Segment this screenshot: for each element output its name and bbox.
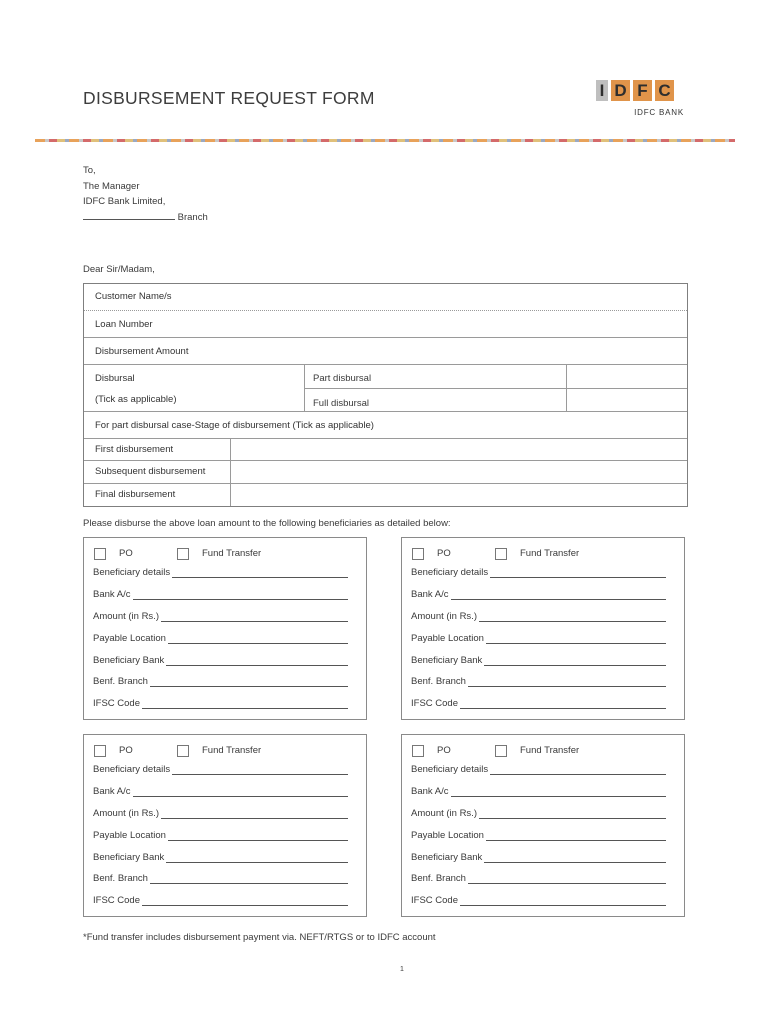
beneficiary-field	[93, 764, 348, 775]
beneficiary-field-label: Bank A/c	[93, 786, 131, 797]
po-checkbox[interactable]	[94, 548, 106, 560]
beneficiary-field-label: Beneficiary details	[411, 764, 489, 775]
address-line-manager: The Manager	[83, 180, 140, 192]
beneficiary-field-input[interactable]	[161, 613, 348, 622]
stage-row-subsequent[interactable]	[84, 461, 687, 484]
beneficiary-field-input[interactable]	[172, 766, 348, 775]
po-checkbox[interactable]	[412, 548, 424, 560]
beneficiary-box	[401, 537, 685, 720]
beneficiary-field-label: Amount (in Rs.)	[411, 611, 477, 622]
fund-transfer-label: Fund Transfer	[202, 548, 262, 559]
stage-row-final[interactable]	[84, 484, 687, 506]
branch-label: Branch	[177, 211, 208, 223]
beneficiary-field	[411, 873, 666, 884]
logo-subtitle: IDFC BANK	[634, 108, 684, 117]
beneficiary-field-label: Bank A/c	[411, 589, 449, 600]
fund-transfer-label: Fund Transfer	[520, 548, 580, 559]
po-label: PO	[119, 548, 133, 559]
address-line-bank: IDFC Bank Limited,	[83, 196, 166, 207]
disbursement-amount-label: Disbursement Amount	[95, 346, 189, 357]
beneficiary-field	[411, 808, 666, 819]
logo-letter-d: D	[611, 80, 630, 101]
beneficiary-field	[93, 852, 348, 863]
beneficiary-field-input[interactable]	[479, 810, 666, 819]
beneficiary-field-label: IFSC Code	[93, 698, 140, 709]
beneficiary-field-input[interactable]	[133, 591, 349, 600]
beneficiary-field	[411, 852, 666, 863]
full-disbursal-label: Full disbursal	[313, 398, 369, 409]
beneficiary-field-input[interactable]	[490, 766, 666, 775]
beneficiary-field	[93, 589, 348, 600]
beneficiary-field	[93, 698, 348, 709]
tick-as-applicable-label: (Tick as applicable)	[95, 394, 177, 405]
beneficiary-field-label: Bank A/c	[411, 786, 449, 797]
beneficiary-field-label: Bank A/c	[93, 589, 131, 600]
beneficiary-field-label: Beneficiary details	[411, 567, 489, 578]
beneficiary-field-label: Benf. Branch	[93, 873, 148, 884]
beneficiary-field-input[interactable]	[460, 897, 666, 906]
idfc-bank-logo	[596, 80, 688, 117]
beneficiary-field	[93, 633, 348, 644]
beneficiary-field-label: Amount (in Rs.)	[93, 611, 159, 622]
full-disbursal-tick-cell[interactable]	[567, 389, 687, 411]
address-block	[83, 163, 208, 225]
beneficiary-field	[93, 611, 348, 622]
beneficiary-field-label: Amount (in Rs.)	[411, 808, 477, 819]
fund-transfer-checkbox[interactable]	[495, 548, 507, 560]
beneficiary-field-label: IFSC Code	[411, 698, 458, 709]
beneficiary-field	[93, 895, 348, 906]
disbursement-amount-row[interactable]	[84, 338, 687, 365]
beneficiary-field-input[interactable]	[133, 788, 349, 797]
beneficiary-field-label: Benf. Branch	[411, 676, 466, 687]
part-disbursal-label: Part disbursal	[313, 373, 372, 384]
beneficiary-field-label: Beneficiary details	[93, 764, 171, 775]
beneficiary-field	[411, 786, 666, 797]
disbursal-type-row	[84, 365, 687, 412]
beneficiary-field-label: Payable Location	[411, 633, 484, 644]
beneficiary-field	[411, 895, 666, 906]
part-disbursal-tick-cell[interactable]	[567, 365, 687, 388]
beneficiary-field-input[interactable]	[451, 591, 667, 600]
stage-row-first[interactable]	[84, 439, 687, 461]
column-divider	[230, 484, 231, 506]
beneficiary-field	[93, 655, 348, 666]
beneficiary-field	[411, 764, 666, 775]
po-label: PO	[119, 745, 133, 756]
beneficiary-field	[411, 633, 666, 644]
customer-name-row[interactable]	[84, 284, 687, 311]
loan-number-row[interactable]	[84, 311, 687, 338]
beneficiary-field-label: Amount (in Rs.)	[93, 808, 159, 819]
beneficiary-intro: Please disburse the above loan amount to the following beneficiaries as detailed below:	[83, 518, 451, 529]
beneficiary-field	[93, 786, 348, 797]
beneficiary-field-input[interactable]	[166, 657, 348, 666]
beneficiary-field-label: Payable Location	[93, 830, 166, 841]
fund-transfer-label: Fund Transfer	[202, 745, 262, 756]
decorative-divider	[35, 139, 735, 142]
beneficiary-field-input[interactable]	[468, 875, 666, 884]
beneficiary-field-label: IFSC Code	[411, 895, 458, 906]
beneficiary-field	[93, 873, 348, 884]
beneficiary-field-input[interactable]	[479, 613, 666, 622]
beneficiary-field	[411, 611, 666, 622]
beneficiary-box	[401, 734, 685, 917]
beneficiary-field-input[interactable]	[468, 678, 666, 687]
po-label: PO	[437, 745, 451, 756]
beneficiary-field	[411, 567, 666, 578]
branch-blank-field[interactable]	[83, 211, 175, 220]
stage-heading	[95, 420, 374, 431]
beneficiary-field-label: Benf. Branch	[93, 676, 148, 687]
form-title: DISBURSEMENT REQUEST FORM	[83, 88, 375, 108]
beneficiary-box	[83, 537, 367, 720]
address-line-branch	[83, 210, 208, 226]
beneficiary-field-label: Payable Location	[411, 830, 484, 841]
beneficiary-field-input[interactable]	[142, 897, 348, 906]
beneficiary-box	[83, 734, 367, 917]
beneficiary-field-label: IFSC Code	[93, 895, 140, 906]
logo-letter-c: C	[655, 80, 674, 101]
salutation: Dear Sir/Madam,	[83, 264, 155, 275]
beneficiary-field-input[interactable]	[172, 569, 348, 578]
beneficiary-field	[93, 676, 348, 687]
fund-transfer-label: Fund Transfer	[520, 745, 580, 756]
stage-first-label: First disbursement	[95, 444, 174, 455]
customer-name-label: Customer Name/s	[95, 291, 172, 302]
beneficiary-field-input[interactable]	[486, 635, 666, 644]
beneficiary-field	[411, 676, 666, 687]
beneficiary-field-input[interactable]	[484, 657, 666, 666]
column-divider	[230, 461, 231, 483]
beneficiary-field-input[interactable]	[484, 854, 666, 863]
beneficiary-field-label: Beneficiary Bank	[93, 655, 165, 666]
fund-transfer-checkbox[interactable]	[495, 745, 507, 757]
footnote: *Fund transfer includes disbursement payment via. NEFT/RTGS or to IDFC account	[83, 932, 436, 943]
beneficiary-field	[411, 698, 666, 709]
beneficiary-field-label: Beneficiary Bank	[411, 655, 483, 666]
beneficiary-field-input[interactable]	[451, 788, 667, 797]
beneficiary-field	[93, 830, 348, 841]
beneficiary-field-input[interactable]	[161, 810, 348, 819]
beneficiary-field	[411, 655, 666, 666]
stage-heading-label: For part disbursal case-Stage of disbursement	[95, 420, 290, 431]
beneficiary-field-label: Beneficiary details	[93, 567, 171, 578]
beneficiary-field-input[interactable]	[142, 700, 348, 709]
loan-number-label: Loan Number	[95, 319, 153, 330]
po-checkbox[interactable]	[412, 745, 424, 757]
beneficiary-field-label: Benf. Branch	[411, 873, 466, 884]
beneficiary-field-input[interactable]	[166, 854, 348, 863]
loan-details-table	[83, 283, 688, 507]
address-line-to: To,	[83, 165, 96, 176]
beneficiary-field-label: Beneficiary Bank	[411, 852, 483, 863]
po-label: PO	[437, 548, 451, 559]
beneficiary-field	[93, 567, 348, 578]
beneficiary-field-input[interactable]	[486, 832, 666, 841]
disbursal-label: Disbursal	[95, 373, 135, 384]
po-checkbox[interactable]	[94, 745, 106, 757]
beneficiary-field	[411, 589, 666, 600]
stage-final-label: Final disbursement	[95, 489, 176, 500]
page-number: 1	[400, 966, 404, 973]
beneficiary-field-label: Beneficiary Bank	[93, 852, 165, 863]
stage-subsequent-label: Subsequent disbursement	[95, 466, 206, 477]
beneficiary-field-input[interactable]	[168, 832, 348, 841]
beneficiary-field	[93, 808, 348, 819]
logo-letter-i: I	[596, 80, 608, 101]
beneficiary-field-input[interactable]	[150, 678, 348, 687]
beneficiary-field-input[interactable]	[150, 875, 348, 884]
fund-transfer-checkbox[interactable]	[177, 745, 189, 757]
beneficiary-field-input[interactable]	[168, 635, 348, 644]
beneficiary-field-input[interactable]	[490, 569, 666, 578]
stage-heading-suffix: (Tick as applicable)	[292, 420, 374, 431]
beneficiary-field	[411, 830, 666, 841]
column-divider	[230, 439, 231, 460]
beneficiary-field-label: Payable Location	[93, 633, 166, 644]
logo-letter-f: F	[633, 80, 652, 101]
beneficiary-field-input[interactable]	[460, 700, 666, 709]
fund-transfer-checkbox[interactable]	[177, 548, 189, 560]
stage-heading-row	[84, 412, 687, 439]
